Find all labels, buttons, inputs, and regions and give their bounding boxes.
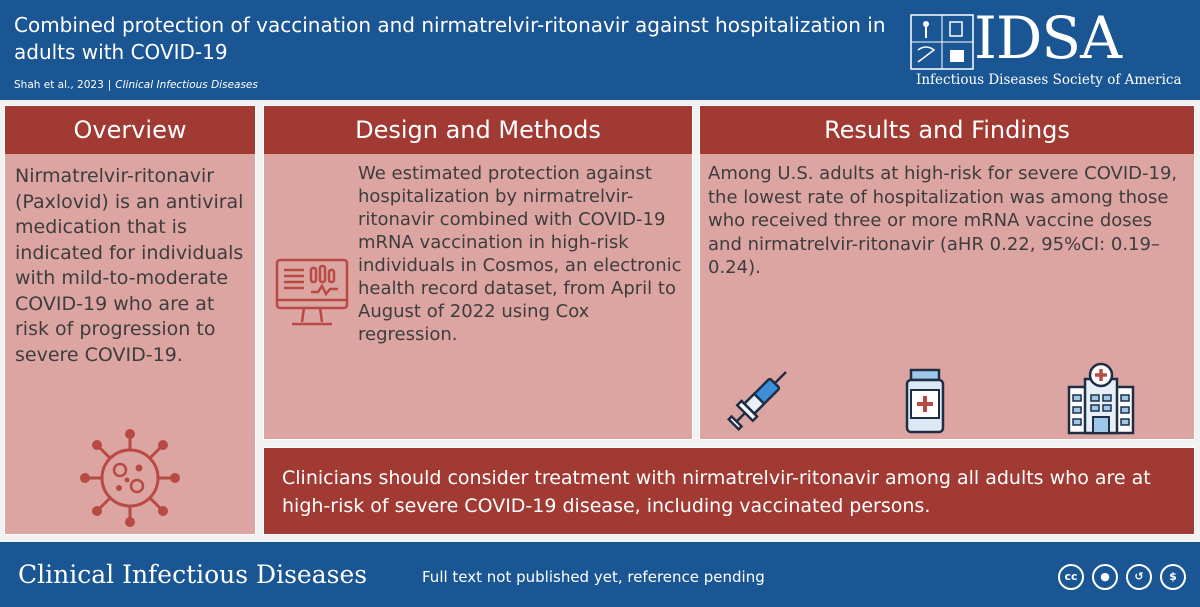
design-text: We estimated protection against hospitalization by nirmatrelvir-ritonavir combined with COVID-19 mRNA vaccination in high-risk individuals in Cosmos, an electronic health record dataset, from April to August of 2022 using Cox regression. <box>358 163 682 345</box>
idsa-logo <box>910 4 1190 96</box>
page-title: Combined protection of vaccination and nirmatrelvir-ritonavir against hospitalization in adults with COVID-19 <box>14 13 886 64</box>
monitor-data-icon <box>274 256 350 332</box>
conclusion-panel <box>263 447 1195 535</box>
sa-icon: ↺ <box>1126 564 1152 590</box>
nc-icon: $ <box>1160 564 1186 590</box>
overview-panel <box>4 105 256 535</box>
by-icon: ● <box>1092 564 1118 590</box>
design-panel <box>263 105 693 440</box>
hospital-icon <box>1065 361 1137 437</box>
medicine-bottle-icon <box>903 368 947 436</box>
virus-icon <box>75 428 185 528</box>
citation-journal: Clinical Infectious Diseases <box>115 79 258 91</box>
conclusion-text: Clinicians should consider treatment with nirmatrelvir-ritonavir among all adults who are at high-risk of severe COVID-19 disease, including vaccinated persons. <box>282 467 1151 517</box>
citation-authors: Shah et al., 2023 <box>14 79 104 91</box>
logo-subtitle: Infectious Diseases Society of America <box>916 72 1182 88</box>
header <box>0 0 1200 100</box>
footer <box>0 542 1200 607</box>
footer-journal-title: Clinical Infectious Diseases <box>18 560 368 589</box>
citation <box>14 79 258 91</box>
design-heading: Design and Methods <box>264 106 692 154</box>
results-panel <box>699 105 1195 440</box>
overview-heading: Overview <box>5 106 255 154</box>
overview-text: Nirmatrelvir-ritonavir (Paxlovid) is an antiviral medication that is indicated for individuals with mild-to-moderate COVID-19 who are at risk of progression to severe COVID-19. <box>15 165 244 366</box>
results-text: Among U.S. adults at high-risk for severe COVID-19, the lowest rate of hospitalization was among those who received three or more mRNA vaccine doses and nirmatrelvir-ritonavir (aHR 0.22, 95%CI: 0.19–0.24). <box>708 163 1178 278</box>
syringe-icon <box>722 361 802 431</box>
results-heading: Results and Findings <box>700 106 1194 154</box>
main-content <box>0 100 1200 542</box>
idsa-emblem-icon <box>910 14 974 70</box>
cc-icon: cc <box>1058 564 1084 590</box>
citation-separator: | <box>107 79 112 91</box>
footer-note: Full text not published yet, reference pending <box>422 568 765 586</box>
logo-wordmark: IDSA <box>974 4 1122 72</box>
license-icons <box>1058 564 1194 590</box>
